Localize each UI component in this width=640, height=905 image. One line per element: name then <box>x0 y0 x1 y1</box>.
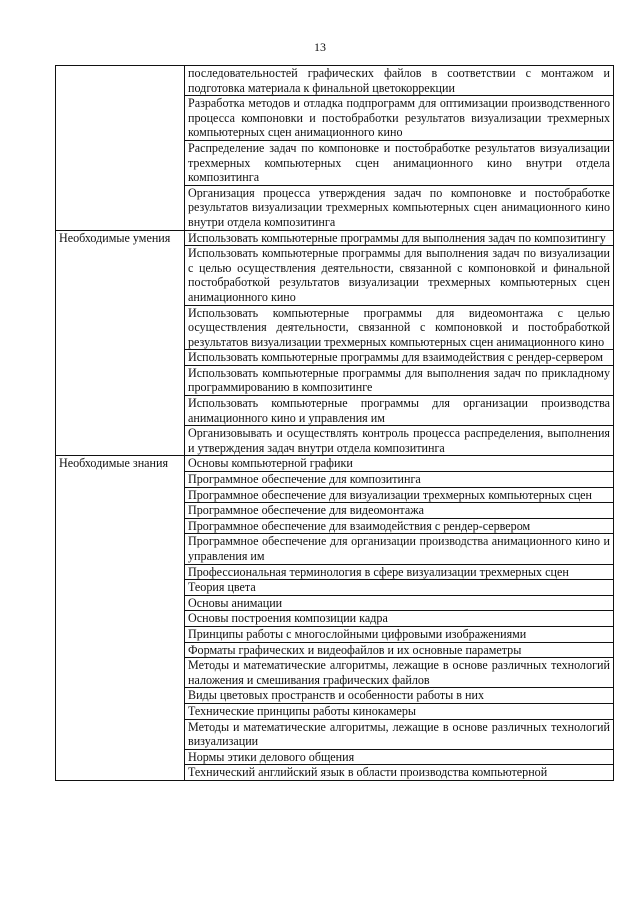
section-item: Программное обеспечение для композитинга <box>185 472 614 488</box>
table-row <box>56 230 614 246</box>
section-item: Виды цветовых пространств и особенности работы в них <box>185 688 614 704</box>
section-item: Основы анимации <box>185 595 614 611</box>
section-item: Использовать компьютерные программы для выполнения задач по прикладному программированию в композитинге <box>185 365 614 395</box>
section-item: Программное обеспечение для взаимодействия с рендер-сервером <box>185 518 614 534</box>
requirements-table <box>55 65 614 781</box>
section-item: Использовать компьютерные программы для выполнения задач по визуализации с целью осуществления деятельности, связанной с компоновкой и финальной постобработкой результатов визуализации трехмерных компьютерных сцен анимационного кино <box>185 246 614 305</box>
section-item: Использовать компьютерные программы для видеомонтажа с целью осуществления деятельности, связанной с компоновкой и постобработкой результатов визуализации трехмерных компьютерных сцен анимационного кино <box>185 305 614 350</box>
section-item: Организовывать и осуществлять контроль процесса распределения, выполнения и утверждения задач внутри отдела композитинга <box>185 426 614 456</box>
section-item: последовательностей графических файлов в соответствии с монтажом и подготовка материала к финальной цветокоррекции <box>185 66 614 96</box>
section-item: Принципы работы с многослойными цифровыми изображениями <box>185 626 614 642</box>
section-item: Использовать компьютерные программы для выполнения задач по композитингу <box>185 230 614 246</box>
section-item: Технические принципы работы кинокамеры <box>185 703 614 719</box>
section-item: Форматы графических и видеофайлов и их основные параметры <box>185 642 614 658</box>
table-row <box>56 66 614 96</box>
page-number: 13 <box>314 40 326 54</box>
section-label: Необходимые умения <box>56 230 185 456</box>
section-item: Основы компьютерной графики <box>185 456 614 472</box>
section-item: Организация процесса утверждения задач по компоновке и постобработке результатов визуализации трехмерных компьютерных сцен анимационного кино внутри отдела композитинга <box>185 185 614 230</box>
section-item: Использовать компьютерные программы для организации производства анимационного кино и управления им <box>185 396 614 426</box>
section-item: Теория цвета <box>185 580 614 596</box>
section-item: Использовать компьютерные программы для взаимодействия с рендер-сервером <box>185 350 614 366</box>
section-label: Необходимые знания <box>56 456 185 780</box>
section-item: Профессиональная терминология в сфере визуализации трехмерных сцен <box>185 564 614 580</box>
section-item: Программное обеспечение для визуализации трехмерных компьютерных сцен <box>185 487 614 503</box>
section-item: Методы и математические алгоритмы, лежащие в основе различных технологий наложения и смешивания графических файлов <box>185 658 614 688</box>
section-item: Основы построения композиции кадра <box>185 611 614 627</box>
section-item: Распределение задач по компоновке и постобработке результатов визуализации трехмерных компьютерных сцен анимационного кино внутри отдела композитинга <box>185 140 614 185</box>
section-item: Методы и математические алгоритмы, лежащие в основе различных технологий визуализации <box>185 719 614 749</box>
section-item: Технический английский язык в области производства компьютерной <box>185 765 614 781</box>
section-label <box>56 66 185 231</box>
requirements-table-body <box>56 66 614 781</box>
section-item: Нормы этики делового общения <box>185 749 614 765</box>
section-item: Программное обеспечение для организации производства анимационного кино и управления им <box>185 534 614 564</box>
table-row <box>56 456 614 472</box>
section-item: Программное обеспечение для видеомонтажа <box>185 503 614 519</box>
section-item: Разработка методов и отладка подпрограмм для оптимизации производственного процесса компоновки и постобработки результатов визуализации трехмерных компьютерных сцен анимационного кино <box>185 96 614 141</box>
